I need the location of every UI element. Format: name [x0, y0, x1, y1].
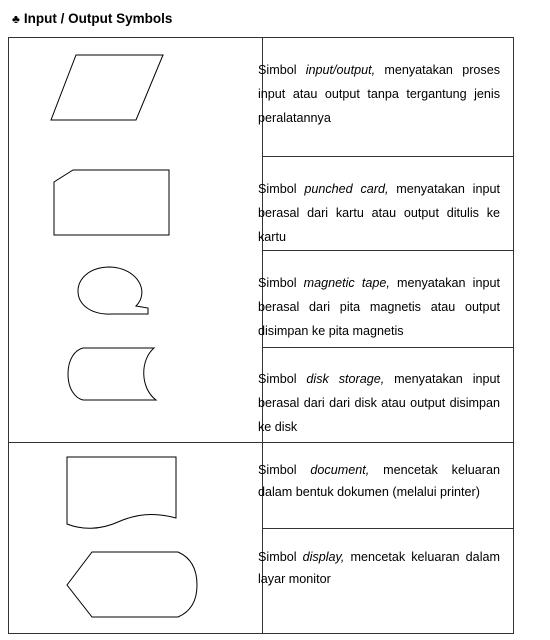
desc-document: Simbol document, mencetak keluaran dalam bentuk dokumen (melalui printer) [258, 463, 500, 499]
magnetic-tape-icon [76, 264, 150, 316]
desc-input-output: Simbol input/output, menyatakan proses input atau output tanpa tergantung jenis peralatannya [258, 63, 500, 125]
document-icon [66, 456, 178, 532]
disk-storage-icon [66, 346, 158, 402]
section-heading [12, 11, 172, 26]
row-divider [262, 347, 513, 348]
row-divider [9, 442, 513, 443]
input-output-parallelogram-icon [50, 54, 170, 122]
row-divider [262, 250, 513, 251]
desc-disk-storage: Simbol disk storage, menyatakan input berasal dari dari disk atau output disimpan ke disk [258, 372, 501, 434]
punched-card-icon [53, 169, 171, 237]
desc-display: Simbol display, mencetak keluaran dalam layar monitor [258, 550, 500, 586]
display-icon [66, 551, 198, 619]
row-divider [262, 156, 513, 157]
row-divider [262, 528, 513, 529]
section-title: Input / Output Symbols [23, 11, 173, 26]
desc-punched-card: Simbol punched card, menyatakan input berasal dari kartu atau output ditulis ke kartu [258, 182, 500, 244]
desc-magnetic-tape: Simbol magnetic tape, menyatakan input berasal dari pita magnetis atau output disimpan ke pita magnetis [258, 276, 500, 338]
club-bullet-icon: ♣ [12, 12, 20, 26]
